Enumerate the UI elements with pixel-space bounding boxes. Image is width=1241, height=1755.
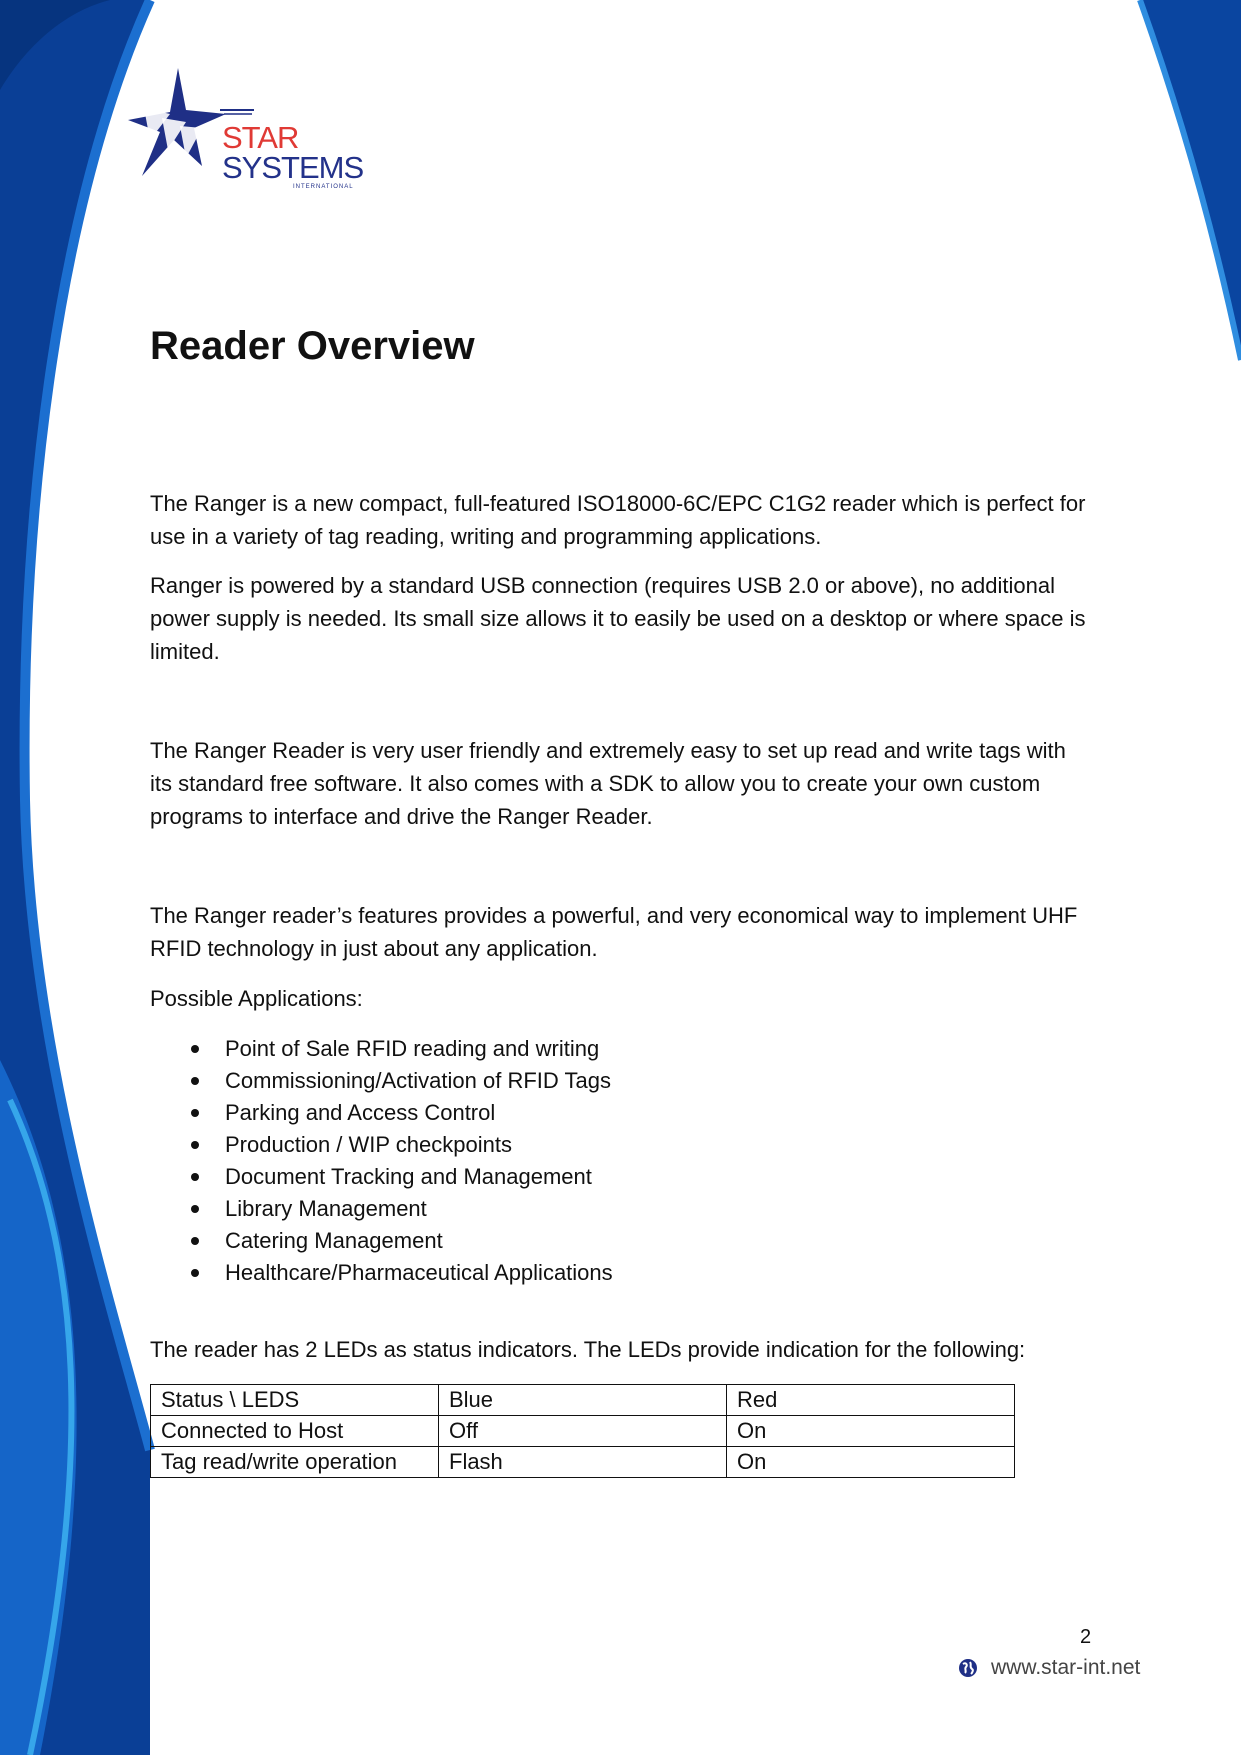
website-footer[interactable] (958, 1656, 1140, 1680)
list-item: Library Management (150, 1193, 613, 1225)
bullet-icon (191, 1077, 199, 1085)
globe-icon (958, 1658, 978, 1678)
bullet-icon (191, 1269, 199, 1277)
features-paragraph: The Ranger reader’s features provides a powerful, and very economical way to implement UHF RFID technology in just about any application. (150, 903, 1078, 961)
list-item: Commissioning/Activation of RFID Tags (150, 1065, 613, 1097)
led-status-table (150, 1384, 1015, 1478)
applications-list (150, 1033, 613, 1289)
list-item: Parking and Access Control (150, 1097, 613, 1129)
table-header-cell: Status \ LEDS (151, 1385, 439, 1416)
list-item: Catering Management (150, 1225, 613, 1257)
bullet-icon (191, 1205, 199, 1213)
table-cell: On (727, 1416, 1015, 1447)
logo-word-systems: SYSTEMS (222, 150, 364, 185)
page-title: Reader Overview (150, 324, 475, 368)
table-header-cell: Red (727, 1385, 1015, 1416)
software-paragraph: The Ranger Reader is very user friendly and extremely easy to set up read and write tags with its standard free software. It also comes with a SDK to allow you to create your own custom programs to interface and drive the Ranger Reader. (150, 738, 1066, 829)
bullet-icon (191, 1173, 199, 1181)
table-header-cell: Blue (439, 1385, 727, 1416)
list-item: Healthcare/Pharmaceutical Applications (150, 1257, 613, 1289)
list-item: Document Tracking and Management (150, 1161, 613, 1193)
table-cell: Off (439, 1416, 727, 1447)
table-cell: On (727, 1447, 1015, 1478)
website-link[interactable]: www.star-int.net (991, 1656, 1141, 1679)
star-systems-logo (122, 66, 384, 200)
intro-paragraph: The Ranger is a new compact, full-featured ISO18000-6C/EPC C1G2 reader which is perfect for use in a variety of tag reading, writing and programming applications. (150, 491, 1086, 549)
led-intro-paragraph: The reader has 2 LEDs as status indicators. The LEDs provide indication for the following: (150, 1337, 1026, 1362)
bullet-icon (191, 1141, 199, 1149)
page-number: 2 (1080, 1626, 1092, 1648)
table-row (151, 1447, 1015, 1478)
list-item: Production / WIP checkpoints (150, 1129, 613, 1161)
bullet-icon (191, 1109, 199, 1117)
table-cell: Flash (439, 1447, 727, 1478)
table-row (151, 1385, 1015, 1416)
applications-heading: Possible Applications: (150, 986, 363, 1011)
logo-word-star: STAR (222, 120, 299, 155)
bullet-icon (191, 1045, 199, 1053)
power-paragraph: Ranger is powered by a standard USB connection (requires USB 2.0 or above), no additional power supply is needed. Its small size allows it to easily be used on a desktop or where space is limited. (150, 573, 1086, 664)
table-row (151, 1416, 1015, 1447)
logo-word-international: INTERNATIONAL (293, 184, 354, 190)
list-item: Point of Sale RFID reading and writing (150, 1033, 613, 1065)
table-cell: Connected to Host (151, 1416, 439, 1447)
table-cell: Tag read/write operation (151, 1447, 439, 1478)
bullet-icon (191, 1237, 199, 1245)
